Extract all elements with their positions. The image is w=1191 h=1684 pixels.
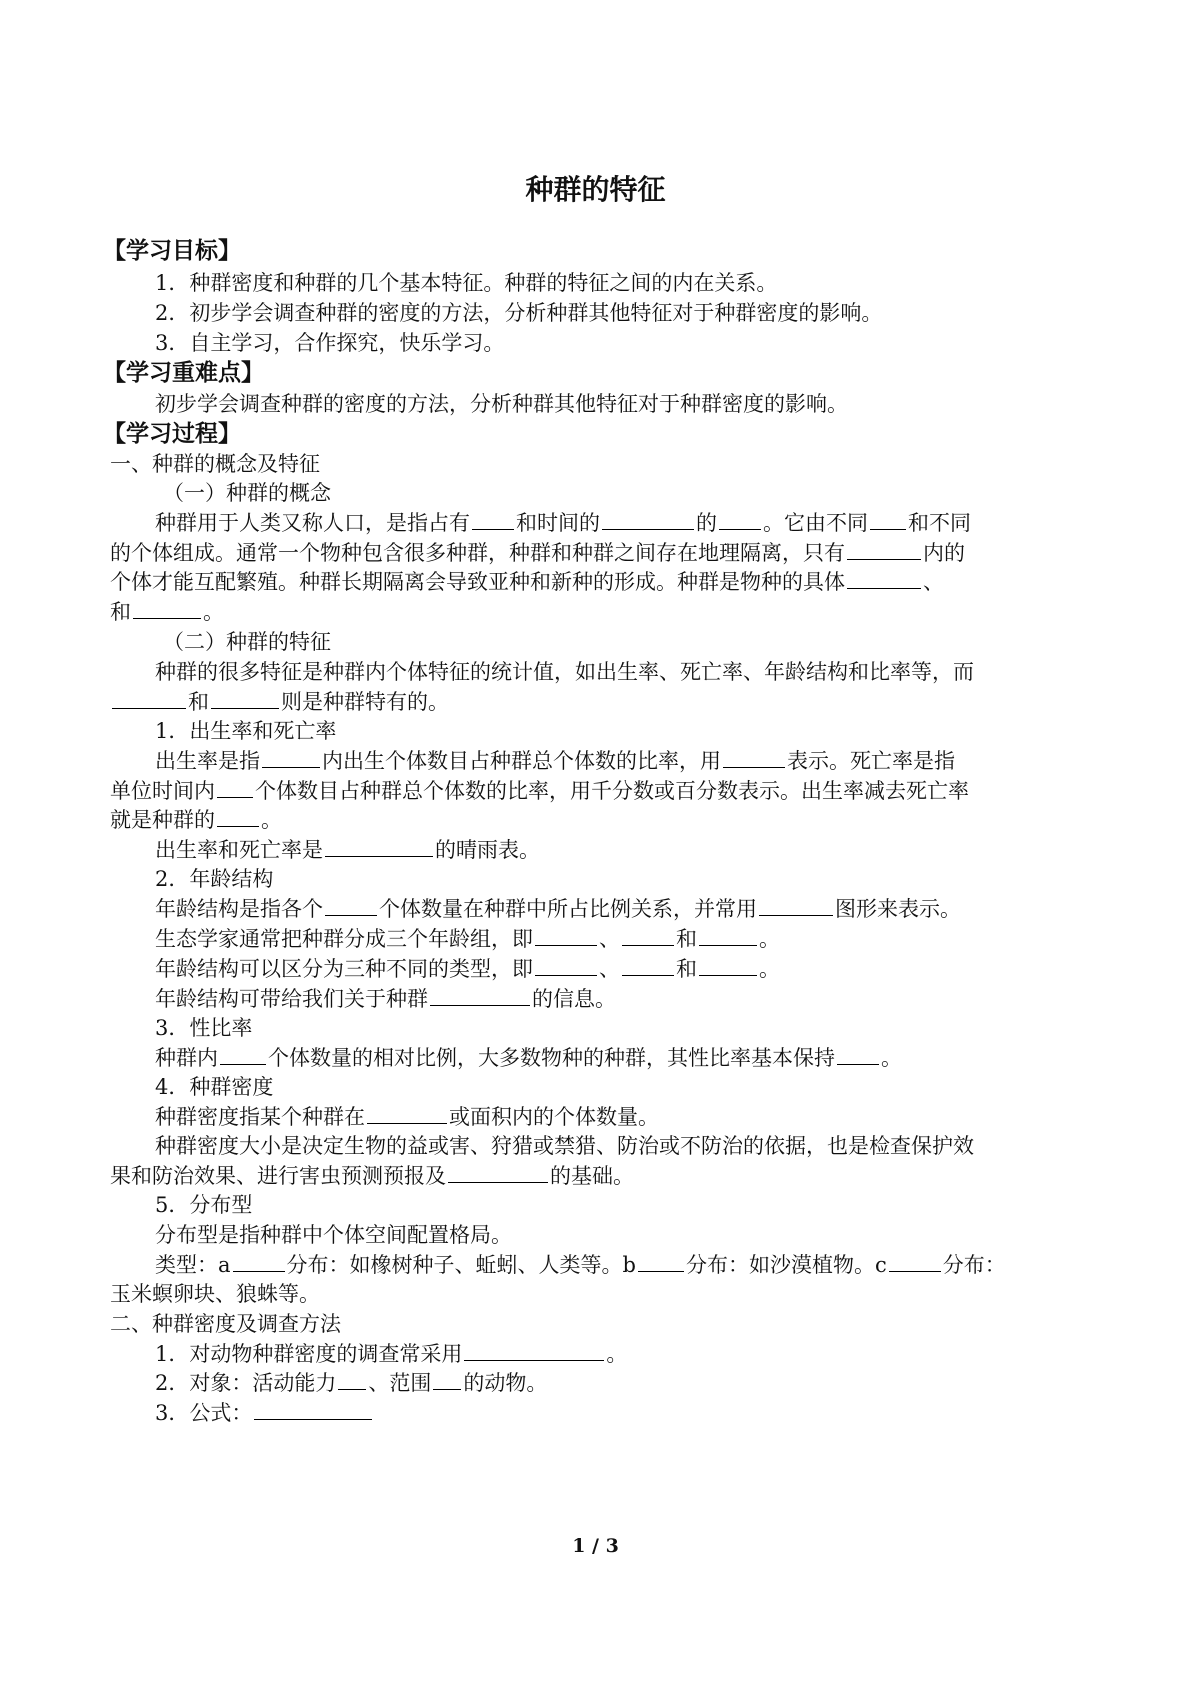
- text-segment: 年龄结构可以区分为三种不同的类型，即: [155, 957, 533, 981]
- text-segment: 果和防治效果、进行害虫预测预报及: [110, 1164, 446, 1188]
- text-segment: 个体才能互配繁殖。种群长期隔离会导致亚种和新种的形成。种群是物种的具体: [110, 570, 845, 594]
- blank: [464, 1340, 604, 1361]
- text-segment: 出生率和死亡率是: [155, 838, 323, 862]
- text-segment: 年龄结构是指各个: [155, 897, 323, 921]
- text-segment: 。: [261, 808, 282, 832]
- process-part-2: 二、种群密度及调查方法: [110, 1312, 341, 1336]
- item-birth-death: 1．出生率和死亡率: [155, 719, 337, 743]
- text-line: [110, 567, 944, 597]
- blank: [433, 1369, 461, 1390]
- blank: [338, 1369, 366, 1390]
- text-segment: 分布：: [942, 1253, 1006, 1277]
- text-segment: 就是种群的: [110, 808, 215, 832]
- text-segment: 、: [599, 927, 620, 951]
- blank: [699, 955, 757, 976]
- text-segment: 1．对动物种群密度的调查常采用: [155, 1342, 463, 1366]
- blank: [535, 925, 597, 946]
- text-segment: 出生率是指: [155, 749, 260, 773]
- text-line: 玉米螟卵块、狼蛛等。: [110, 1282, 320, 1306]
- text-segment: 种群内: [155, 1046, 218, 1070]
- blank: [220, 1044, 266, 1065]
- blank: [535, 955, 597, 976]
- text-line: [155, 746, 955, 776]
- text-line: [155, 835, 540, 865]
- blank: [262, 747, 320, 768]
- subsection-features: （二）种群的特征: [163, 630, 331, 654]
- blank: [622, 925, 674, 946]
- text-line: [155, 924, 780, 954]
- goal-1: 1．种群密度和种群的几个基本特征。种群的特征之间的内在关系。: [155, 271, 778, 295]
- text-line: 分布型是指种群中个体空间配置格局。: [155, 1223, 512, 1247]
- text-segment: 的基础。: [550, 1164, 634, 1188]
- text-segment: 、: [923, 570, 944, 594]
- text-segment: 表示。死亡率是指: [787, 749, 955, 773]
- text-segment: 种群用于人类又称人口，是指占有: [155, 511, 470, 535]
- goal-3: 3．自主学习，合作探究，快乐学习。: [155, 331, 505, 355]
- text-segment: 类型：a: [155, 1253, 231, 1277]
- text-segment: 。: [759, 957, 780, 981]
- blank: [367, 1103, 447, 1124]
- text-segment: 、: [599, 957, 620, 981]
- blank: [870, 509, 906, 530]
- text-segment: 、范围: [368, 1371, 432, 1395]
- text-segment: 的晴雨表。: [435, 838, 540, 862]
- text-line: [110, 538, 965, 568]
- text-line: 种群的很多特征是种群内个体特征的统计值，如出生率、死亡率、年龄结构和比率等，而: [155, 660, 974, 684]
- text-segment: 。: [881, 1046, 902, 1070]
- blank: [217, 806, 259, 827]
- text-segment: 内的: [923, 541, 965, 565]
- section-head-goals: 【学习目标】: [103, 237, 241, 264]
- blank: [889, 1251, 941, 1272]
- text-segment: 。: [203, 600, 224, 624]
- process-part-1: 一、种群的概念及特征: [110, 452, 320, 476]
- blank: [133, 598, 201, 619]
- text-segment: 的: [696, 511, 717, 535]
- text-line: [110, 805, 282, 835]
- goal-2: 2．初步学会调查种群的密度的方法，分析种群其他特征对于种群密度的影响。: [155, 301, 883, 325]
- blank: [211, 688, 279, 709]
- blank: [837, 1044, 879, 1065]
- text-segment: 和时间的: [516, 511, 600, 535]
- text-line: [155, 954, 780, 984]
- text-line: [110, 597, 224, 627]
- text-segment: 3．公式：: [155, 1401, 253, 1425]
- focus-1: 初步学会调查种群的密度的方法，分析种群其他特征对于种群密度的影响。: [155, 392, 848, 416]
- text-line: [110, 776, 969, 806]
- text-segment: 和: [188, 690, 209, 714]
- blank: [448, 1162, 548, 1183]
- section-head-process: 【学习过程】: [103, 420, 241, 447]
- text-segment: 生态学家通常把种群分成三个年龄组，即: [155, 927, 533, 951]
- text-segment: 和: [676, 957, 697, 981]
- blank: [638, 1251, 684, 1272]
- text-line: [155, 1368, 547, 1398]
- text-line: [155, 984, 616, 1014]
- text-segment: 和不同: [908, 511, 971, 535]
- text-segment: 2．对象：活动能力: [155, 1371, 337, 1395]
- text-segment: 。: [606, 1342, 628, 1366]
- blank: [723, 747, 785, 768]
- blank: [254, 1399, 372, 1420]
- section-head-focus: 【学习重难点】: [103, 359, 264, 386]
- text-line: [110, 687, 449, 717]
- text-line: [155, 508, 971, 538]
- item-density: 4．种群密度: [155, 1075, 274, 1099]
- blank: [847, 568, 921, 589]
- item-age-structure: 2．年龄结构: [155, 867, 274, 891]
- text-segment: 个体数目占种群总个体数的比率，用千分数或百分数表示。出生率减去死亡率: [255, 779, 969, 803]
- text-line: 种群密度大小是决定生物的益或害、狩猎或禁猎、防治或不防治的依据，也是检查保护效: [155, 1134, 974, 1158]
- text-line: [155, 1250, 1006, 1280]
- blank: [847, 539, 921, 560]
- text-segment: 分布：如沙漠植物。c: [685, 1253, 887, 1277]
- subsection-concept: （一）种群的概念: [163, 481, 331, 505]
- blank: [112, 688, 186, 709]
- text-segment: 和: [110, 600, 131, 624]
- text-segment: 的动物。: [463, 1371, 548, 1395]
- blank: [719, 509, 761, 530]
- page-title: 种群的特征: [525, 173, 666, 206]
- blank: [699, 925, 757, 946]
- text-segment: 内出生个体数目占种群总个体数的比率，用: [322, 749, 721, 773]
- text-segment: 分布：如橡树种子、蚯蚓、人类等。b: [286, 1253, 636, 1277]
- text-segment: 。它由不同: [763, 511, 868, 535]
- text-line: [155, 1398, 374, 1428]
- text-segment: 个体数量在种群中所占比例关系，并常用: [379, 897, 757, 921]
- text-segment: 个体数量的相对比例，大多数物种的种群，其性比率基本保持: [268, 1046, 835, 1070]
- text-line: [110, 1161, 634, 1191]
- item-sex-ratio: 3．性比率: [155, 1016, 253, 1040]
- text-segment: 的信息。: [532, 987, 616, 1011]
- blank: [325, 895, 377, 916]
- text-line: [155, 1043, 902, 1073]
- text-segment: 种群密度指某个种群在: [155, 1105, 365, 1129]
- blank: [759, 895, 833, 916]
- text-segment: 年龄结构可带给我们关于种群: [155, 987, 428, 1011]
- blank: [325, 836, 433, 857]
- text-segment: 或面积内的个体数量。: [449, 1105, 659, 1129]
- blank: [233, 1251, 285, 1272]
- blank: [472, 509, 514, 530]
- text-segment: 则是种群特有的。: [281, 690, 449, 714]
- page-number: 1 / 3: [572, 1535, 619, 1557]
- text-line: [155, 894, 961, 924]
- text-segment: 。: [759, 927, 780, 951]
- blank: [602, 509, 694, 530]
- blank: [217, 777, 253, 798]
- blank: [622, 955, 674, 976]
- text-segment: 和: [676, 927, 697, 951]
- text-line: [155, 1339, 627, 1369]
- text-segment: 图形来表示。: [835, 897, 961, 921]
- item-distribution: 5．分布型: [155, 1193, 253, 1217]
- text-line: [155, 1102, 659, 1132]
- blank: [430, 985, 530, 1006]
- text-segment: 的个体组成。通常一个物种包含很多种群，种群和种群之间存在地理隔离，只有: [110, 541, 845, 565]
- text-segment: 单位时间内: [110, 779, 215, 803]
